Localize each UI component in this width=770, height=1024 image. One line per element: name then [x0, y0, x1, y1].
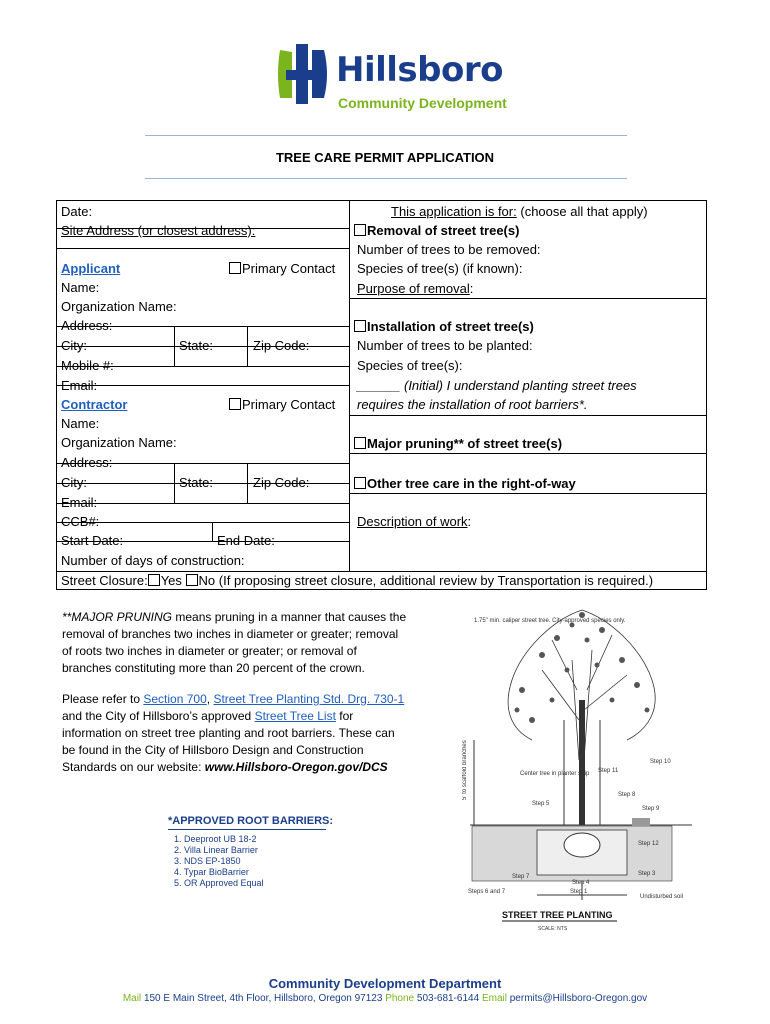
list-item: 1. Deeproot UB 18-2 — [174, 834, 257, 844]
num-planted-field[interactable]: Number of trees to be planted: — [357, 338, 533, 353]
species-known-field[interactable]: Species of tree(s) (if known): — [357, 261, 523, 276]
initial-acknowledgement[interactable]: ______ (Initial) I understand planting street trees — [357, 378, 637, 393]
diagram-step6-7: Steps 6 and 7 — [468, 889, 506, 895]
ccb-field[interactable]: CCB#: — [61, 514, 100, 529]
column-divider — [349, 201, 350, 571]
closure-yes-checkbox[interactable] — [148, 574, 160, 586]
diagram-step11: Step 11 — [598, 768, 619, 774]
checkbox-icon[interactable] — [229, 398, 241, 410]
street-closure-row: Street Closure: Yes No (If proposing street closure, additional review by Transportation is required.) — [61, 573, 654, 588]
logo — [272, 42, 332, 106]
site-address-field[interactable]: Site Address (or closest address): — [61, 223, 256, 238]
barriers-title: *APPROVED ROOT BARRIERS: — [168, 815, 334, 827]
num-days-field[interactable]: Number of days of construction: — [61, 553, 245, 568]
diagram-step3: Step 3 — [638, 871, 656, 877]
barriers-list — [174, 834, 264, 889]
contractor-primary-contact[interactable]: Primary Contact — [229, 397, 335, 412]
applicant-state-field[interactable]: State: — [179, 338, 213, 353]
contractor-label: Contractor — [61, 397, 128, 412]
contractor-state-field[interactable]: State: — [179, 475, 213, 490]
header-divider-top — [145, 135, 627, 136]
diagram-step9: Step 9 — [642, 806, 660, 812]
logo-name: Hillsboro — [336, 50, 503, 90]
closure-no-checkbox[interactable] — [186, 574, 198, 586]
applicant-name-field[interactable]: Name: — [61, 280, 100, 295]
contractor-city-field[interactable]: City: — [61, 475, 87, 490]
end-date-field[interactable]: End Date: — [217, 533, 275, 548]
purpose-field[interactable]: Purpose of removal: — [357, 281, 474, 296]
diagram-center-label: Center tree in planter strip — [520, 771, 590, 777]
checkbox-icon[interactable] — [229, 262, 241, 274]
closure-divider — [57, 571, 706, 572]
diagram-caption: STREET TREE PLANTING — [502, 910, 613, 920]
start-date-field[interactable]: Start Date: — [61, 533, 124, 548]
footer-email-link[interactable]: permits@Hillsboro-Oregon.gov — [509, 993, 648, 1004]
applicant-primary-contact[interactable]: Primary Contact — [229, 261, 335, 276]
diagram-callout: 1.75" min. caliper street tree. City-approved species only. — [474, 618, 626, 624]
diagram-step8: Step 8 — [618, 792, 636, 798]
header-divider-bottom — [145, 178, 627, 179]
diagram-step4: Step 4 — [572, 880, 590, 886]
list-item: 2. Villa Linear Barrier — [174, 845, 258, 855]
num-removed-field[interactable]: Number of trees to be removed: — [357, 242, 541, 257]
street-tree-list-link[interactable]: Street Tree List — [254, 709, 336, 723]
date-field[interactable]: Date: — [61, 204, 93, 219]
checkbox-icon[interactable] — [354, 224, 366, 236]
diagram-step5: Step 5 — [532, 801, 550, 807]
diagram-step12: Step 12 — [638, 841, 659, 847]
pruning-note: **MAJOR PRUNING means pruning in a manner that causes the removal of branches two inches in diameter or greater; removal of roots two inches in diameter or greater; or removal of branches constituting more than 20 percent of the crown. — [62, 610, 407, 675]
hillsboro-logo-icon — [272, 42, 332, 106]
street-tree-planting-diagram — [462, 600, 698, 940]
contractor-email-field[interactable]: Email: — [61, 495, 98, 510]
initial-acknowledgement-2: requires the installation of root barriers*. — [357, 397, 588, 412]
installation-option[interactable]: Installation of street tree(s) — [354, 319, 534, 334]
contractor-org-field[interactable]: Organization Name: — [61, 435, 177, 450]
diagram-side-label: 5' to scaffold branches — [462, 740, 468, 800]
major-pruning-option[interactable]: Major pruning** of street tree(s) — [354, 436, 562, 451]
applicant-mobile-field[interactable]: Mobile #: — [61, 358, 114, 373]
applicant-address-field[interactable]: Address: — [61, 318, 113, 333]
applicant-city-field[interactable]: City: — [61, 338, 87, 353]
footer-department: Community Development Department — [268, 976, 502, 991]
description-field[interactable]: Description of work: — [357, 514, 472, 529]
logo-subtitle: Community Development — [338, 95, 507, 111]
website-link[interactable]: www.Hillsboro-Oregon.gov/DCS — [204, 760, 388, 774]
contractor-address-field[interactable]: Address: — [61, 455, 113, 470]
applicant-zip-field[interactable]: Zip Code: — [253, 338, 310, 353]
refer-paragraph: Please refer to Section 700, Street Tree Planting Std. Drg. 730-1 and the City of Hillsboro’s approved Street Tree List for information on street tree planting and root barriers. These can be found in the City of Hillsboro Design and Construction Standards on our website: www.Hillsboro-Oregon.gov/DCS — [62, 692, 405, 774]
checkbox-icon[interactable] — [354, 320, 366, 332]
checkbox-icon[interactable] — [354, 437, 366, 449]
diagram-step1: Step 1 — [570, 889, 588, 895]
list-item: 5. OR Approved Equal — [174, 878, 264, 888]
applicant-org-field[interactable]: Organization Name: — [61, 299, 177, 314]
page-title: TREE CARE PERMIT APPLICATION — [275, 150, 495, 165]
list-item: 3. NDS EP-1850 — [174, 856, 241, 866]
section-700-link[interactable]: Section 700 — [143, 692, 207, 706]
checkbox-icon[interactable] — [354, 477, 366, 489]
diagram-undisturbed: Undisturbed soil — [640, 894, 684, 900]
drawing-730-link[interactable]: Street Tree Planting Std. Drg. 730-1 — [213, 692, 405, 706]
application-for-heading: This application is for: (choose all that apply) — [391, 204, 648, 219]
diagram-step7: Step 7 — [512, 874, 530, 880]
contractor-zip-field[interactable]: Zip Code: — [253, 475, 310, 490]
other-care-option[interactable]: Other tree care in the right-of-way — [354, 476, 576, 491]
removal-option[interactable]: Removal of street tree(s) — [354, 223, 519, 238]
applicant-email-field[interactable]: Email: — [61, 378, 98, 393]
species-field[interactable]: Species of tree(s): — [357, 358, 463, 373]
footer-contact: Mail 150 E Main Street, 4th Floor, Hillsboro, Oregon 97123 Phone 503-681-6144 Email permits@Hillsboro-Oregon.gov — [122, 993, 648, 1004]
applicant-label: Applicant — [61, 261, 121, 276]
contractor-name-field[interactable]: Name: — [61, 416, 100, 431]
application-form — [56, 200, 707, 590]
diagram-step10: Step 10 — [650, 759, 671, 765]
diagram-scale: SCALE: NTS — [538, 926, 568, 932]
list-item: 4. Typar BioBarrier — [174, 867, 249, 877]
